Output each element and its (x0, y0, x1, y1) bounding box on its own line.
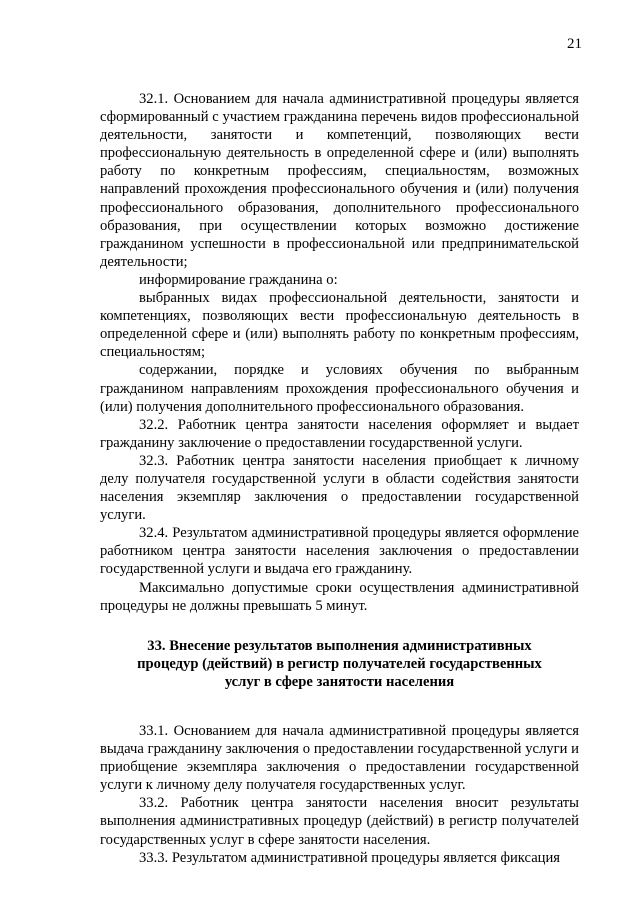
paragraph-inform: информирование гражданина о: (139, 271, 338, 288)
paragraph-inform-types: выбранных видах профессиональной деятельности, занятости и компетенциях, позволяющих вести профессиональную деятельность в определенной сфере и (или) выполнять работу по конкретным профессиям, специальностям; (100, 290, 579, 361)
paragraph-32-2: 32.2. Работник центра занятости населения оформляет и выдает гражданину заключение о предоставлении государственной услуги. (100, 416, 579, 451)
section-heading-33 (100, 637, 579, 691)
heading-line: 33. Внесение результатов выполнения административных (147, 637, 532, 654)
paragraph-inform-content: содержании, порядке и условиях обучения по выбранным гражданином направлениям прохождения профессионального обучения и (или) получения дополнительного профессионального образования. (100, 362, 579, 415)
heading-line: процедур (действий) в регистр получателей государственных (137, 655, 542, 672)
paragraph-33-3: 33.3. Результатом административной процедуры является фиксация (139, 849, 561, 866)
paragraph-33-2: 33.2. Работник центра занятости населения вносит результаты выполнения административных процедур (действий) в регистр получателей государственных услуг в сфере занятости населения. (100, 795, 579, 848)
heading-line: услуг в сфере занятости населения (224, 673, 455, 690)
paragraph-33-1: 33.1. Основанием для начала административной процедуры является выдача гражданину заключения о предоставлении государственной услуги и приобщение экземпляра заключения о предоставлении государственной услуги к личному делу получателя государственных услуг. (100, 723, 579, 794)
paragraph-max-time: Максимально допустимые сроки осуществления административной процедуры не должны превышать 5 минут. (100, 579, 579, 614)
paragraph-32-3: 32.3. Работник центра занятости населения приобщает к личному делу получателя государственной услуги в области содействия занятости населения экземпляр заключения о предоставлении государственной услуги. (100, 452, 579, 524)
paragraph-32-4: 32.4. Результатом административной процедуры является оформление работником центра занятости населения заключения о предоставлении государственной услуги и выдача его гражданину. (100, 525, 579, 578)
document-body (100, 90, 579, 867)
page-number: 21 (567, 36, 582, 52)
paragraph-32-1: 32.1. Основанием для начала административной процедуры является сформированный с участием гражданина перечень видов профессиональной деятельности, занятости и компетенций, позволяющих вести профессиональную деятельность в определенной сфере и (или) выполнять работу по конкретным профессиям, специальностям, возможных направлений прохождения профессионального обучения и (или) получения профессионального образования, дополнительного профессионального образования, при осуществлении которых возможно достижение гражданином успешности в профессиональной или предпринимательской деятельности; (100, 91, 579, 270)
